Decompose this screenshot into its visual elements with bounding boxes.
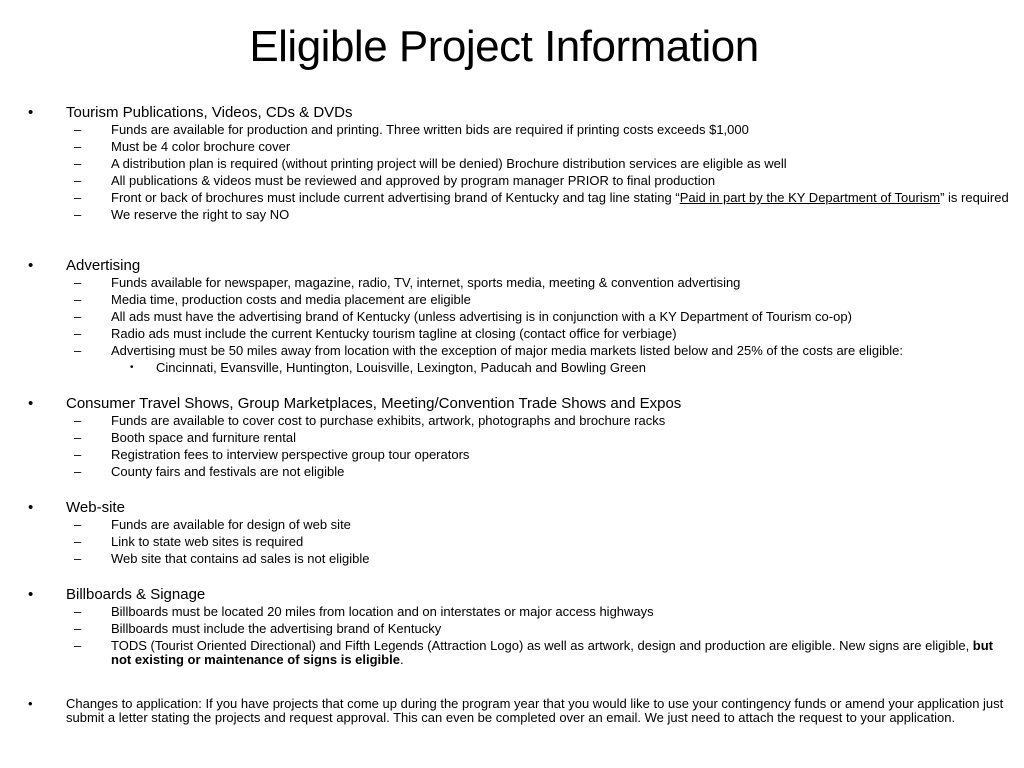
bullet-icon: • (28, 395, 34, 412)
dash-icon: – (74, 638, 82, 653)
text-segment: Web-site (66, 499, 125, 516)
bullet-icon: • (130, 362, 134, 373)
text-segment: Front or back of brochures must include current advertising brand of Kentucky and tag line stating “ (111, 190, 680, 205)
text-segment: We reserve the right to say NO (111, 207, 290, 222)
list-item (0, 535, 1010, 549)
bold-text: but not existing or maintenance of signs is eligible (111, 638, 994, 667)
bullet-section (0, 499, 1010, 569)
text-segment: Link to state web sites is required (111, 534, 304, 549)
list-item (0, 293, 1010, 307)
text-segment: TODS (Tourist Oriented Directional) and Fifth Legends (Attraction Logo) as well as artwork, design and production are eligible. New signs are eligible, (111, 638, 973, 653)
list-item (0, 310, 1010, 324)
dash-icon: – (74, 326, 82, 341)
dash-icon: – (74, 343, 82, 358)
bullet-icon: • (28, 696, 33, 711)
text-segment: Must be 4 color brochure cover (111, 139, 291, 154)
text-segment: County fairs and festivals are not eligible (111, 464, 345, 479)
text-segment: All ads must have the advertising brand of Kentucky (unless advertising is in conjunction with a KY Department of Tourism co-op) (111, 309, 852, 324)
dash-icon: – (74, 430, 82, 445)
text-segment: Funds available for newspaper, magazine, radio, TV, internet, sports media, meeting & convention advertising (111, 275, 741, 290)
dash-icon: – (74, 207, 82, 222)
text-segment: Advertising (66, 257, 141, 274)
section-heading (0, 395, 1010, 413)
nested-list-item (0, 361, 1010, 375)
section-heading (0, 257, 1010, 275)
slide-title: Eligible Project Information (249, 22, 759, 71)
text-segment: Cincinnati, Evansville, Huntington, Louisville, Lexington, Paducah and Bowling Green (156, 360, 646, 375)
dash-icon: – (74, 292, 82, 307)
section-heading (0, 104, 1010, 122)
text-segment: A distribution plan is required (without printing project will be denied) Brochure distribution services are eligible as well (111, 156, 787, 171)
text-segment: Radio ads must include the current Kentucky tourism tagline at closing (contact office for verbiage) (111, 326, 677, 341)
text-segment: Changes to application: If you have projects that come up during the program year that you would like to use your contingency funds or amend your application just submit a letter stating the projects and request approval. This can even be completed over an email. We just need to attach the request to your application. (66, 696, 1004, 725)
sub-item-list (0, 518, 1010, 566)
list-item (0, 465, 1010, 479)
bullet-icon: • (28, 104, 34, 121)
bullet-icon: • (28, 499, 34, 516)
list-item (0, 639, 1010, 667)
text-segment: Funds are available for production and printing. Three written bids are required if printing costs exceeds $1,000 (111, 122, 749, 137)
list-item (0, 448, 1010, 462)
list-item (0, 518, 1010, 532)
sub-item-list (0, 414, 1010, 479)
list-item (0, 191, 1010, 205)
bullet-section (0, 697, 1010, 726)
bullet-section (0, 104, 1010, 225)
text-segment: Web site that contains ad sales is not eligible (111, 551, 370, 566)
bullet-section (0, 257, 1010, 378)
text-segment: Billboards must be located 20 miles from location and on interstates or major access highways (111, 604, 654, 619)
list-item (0, 414, 1010, 428)
list-item (0, 174, 1010, 188)
text-segment: . (399, 652, 404, 667)
list-item (0, 208, 1010, 222)
list-item (0, 123, 1010, 137)
dash-icon: – (74, 447, 82, 462)
dash-icon: – (74, 464, 82, 479)
text-segment: Advertising must be 50 miles away from location with the exception of major media markets listed below and 25% of the costs are eligible: (111, 343, 903, 358)
text-segment: Funds are available to cover cost to purchase exhibits, artwork, photographs and brochure racks (111, 413, 666, 428)
section-heading (0, 499, 1010, 517)
list-item (0, 140, 1010, 154)
dash-icon: – (74, 413, 82, 428)
text-segment: Registration fees to interview perspective group tour operators (111, 447, 470, 462)
list-item (0, 344, 1010, 358)
text-segment: All publications & videos must be reviewed and approved by program manager PRIOR to final production (111, 173, 716, 188)
dash-icon: – (74, 621, 82, 636)
bullet-icon: • (28, 586, 34, 603)
list-item (0, 622, 1010, 636)
list-item (0, 276, 1010, 290)
list-item (0, 327, 1010, 341)
sub-item-list (0, 276, 1010, 375)
bullet-section (0, 395, 1010, 482)
text-segment: ” is required (940, 190, 1009, 205)
text-segment: Billboards & Signage (66, 586, 206, 603)
bullet-section (0, 586, 1010, 670)
dash-icon: – (74, 604, 82, 619)
dash-icon: – (74, 534, 82, 549)
dash-icon: – (74, 122, 82, 137)
list-item (0, 552, 1010, 566)
underlined-text: Paid in part by the KY Department of Tourism (679, 190, 941, 205)
text-segment: Media time, production costs and media placement are eligible (111, 292, 471, 307)
text-segment: Tourism Publications, Videos, CDs & DVDs (66, 104, 353, 121)
dash-icon: – (74, 173, 82, 188)
section-heading (0, 697, 1010, 725)
list-item (0, 605, 1010, 619)
text-segment: Booth space and furniture rental (111, 430, 297, 445)
list-item (0, 157, 1010, 171)
dash-icon: – (74, 551, 82, 566)
section-heading (0, 586, 1010, 604)
dash-icon: – (74, 275, 82, 290)
text-segment: Consumer Travel Shows, Group Marketplaces, Meeting/Convention Trade Shows and Expos (66, 395, 682, 412)
sub-item-list (0, 123, 1010, 222)
text-segment: Funds are available for design of web site (111, 517, 351, 532)
list-item (0, 431, 1010, 445)
sub-item-list (0, 605, 1010, 667)
dash-icon: – (74, 139, 82, 154)
dash-icon: – (74, 156, 82, 171)
dash-icon: – (74, 517, 82, 532)
text-segment: Billboards must include the advertising brand of Kentucky (111, 621, 442, 636)
dash-icon: – (74, 309, 82, 324)
bullet-icon: • (28, 257, 34, 274)
dash-icon: – (74, 190, 82, 205)
